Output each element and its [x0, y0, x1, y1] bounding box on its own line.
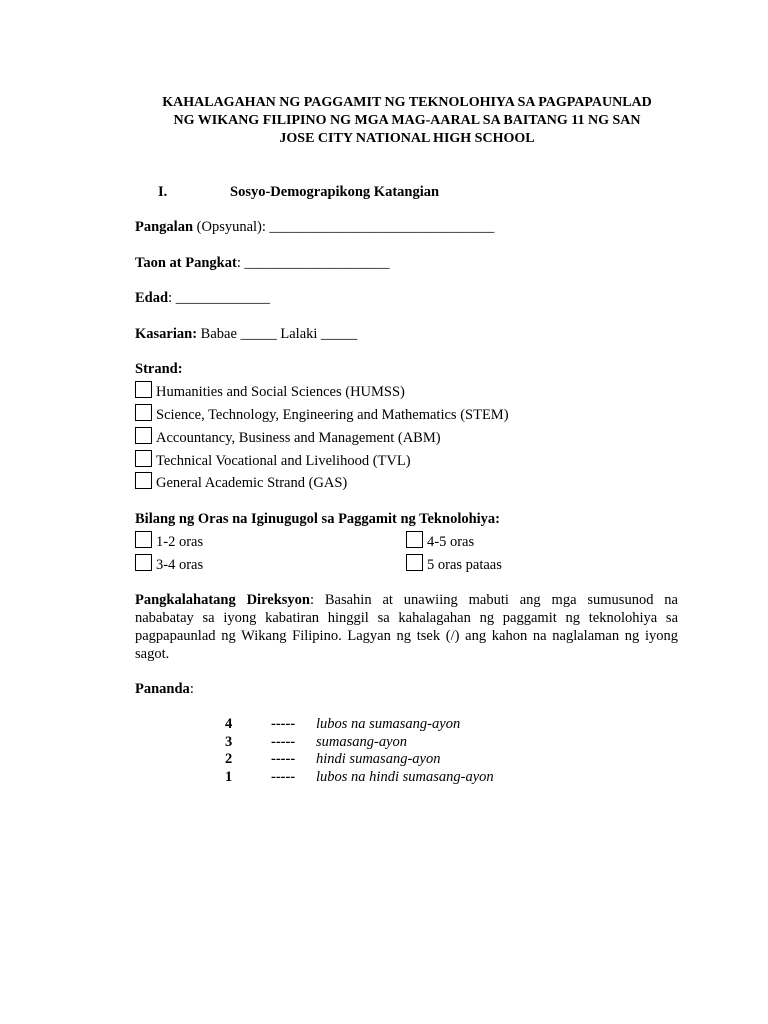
hours-option-label: 1-2 oras — [156, 534, 204, 550]
hours-option-1-2[interactable] — [135, 531, 203, 552]
hours-label: Bilang ng Oras na Iginugugol sa Paggamit ng Teknolohiya: — [135, 511, 501, 527]
legend-number: 3 — [225, 734, 233, 750]
edad-label: Edad — [135, 290, 169, 306]
taon-pangkat-label: Taon at Pangkat — [135, 255, 237, 271]
legend-text: hindi sumasang-ayon — [316, 751, 441, 767]
title-line-2: NG WIKANG FILIPINO NG MGA MAG-AARAL SA BAITANG 11 NG SAN — [173, 113, 641, 128]
legend-text: lubos na hindi sumasang-ayon — [316, 769, 494, 785]
title-line-1: KAHALAGAHAN NG PAGGAMIT NG TEKNOLOHIYA SA PAGPAPAUNLAD — [162, 95, 652, 110]
checkbox[interactable] — [406, 531, 423, 548]
strand-option-tvl[interactable] — [135, 450, 411, 471]
taon-pangkat-field[interactable] — [135, 255, 389, 272]
directions-line-2: nababatay sa iyong kabatiran hinggil sa kahalagahan ng paggamit ng teknolohiya sa — [135, 610, 678, 626]
checkbox[interactable] — [135, 472, 152, 489]
checkbox[interactable] — [406, 554, 423, 571]
edad-blank: : _____________ — [168, 290, 270, 306]
legend-number: 1 — [225, 769, 233, 785]
strand-option-stem[interactable] — [135, 404, 509, 425]
checkbox[interactable] — [135, 381, 152, 398]
strand-option-abm[interactable] — [135, 427, 441, 448]
hours-option-5-plus[interactable] — [406, 554, 502, 575]
strand-option-label: General Academic Strand (GAS) — [156, 475, 348, 491]
hours-option-label: 3-4 oras — [156, 557, 204, 573]
section-number: I. — [158, 184, 168, 200]
edad-field[interactable] — [135, 290, 270, 307]
pangalan-blank: (Opsyunal): _______________________________ — [193, 219, 495, 235]
checkbox[interactable] — [135, 554, 152, 571]
legend-number: 4 — [225, 716, 233, 732]
title-line-3: JOSE CITY NATIONAL HIGH SCHOOL — [279, 131, 535, 146]
directions-line-1: Pangkalahatang Direksyon: Basahin at unawiing mabuti ang mga sumusunod na — [135, 592, 678, 608]
strand-option-label: Science, Technology, Engineering and Mathematics (STEM) — [156, 407, 509, 423]
checkbox[interactable] — [135, 404, 152, 421]
checkbox[interactable] — [135, 531, 152, 548]
legend-dash: ----- — [271, 734, 296, 750]
section-heading: Sosyo-Demograpikong Katangian — [230, 184, 440, 200]
pangalan-label: Pangalan — [135, 219, 194, 235]
pangalan-field[interactable] — [135, 219, 494, 236]
hours-option-3-4[interactable] — [135, 554, 203, 575]
pananda-colon: : — [189, 681, 194, 697]
directions-paragraph — [135, 591, 678, 663]
legend-dash: ----- — [271, 716, 296, 732]
directions-line-3: pagpapaunlad ng Wikang Filipino. Lagyan ng tsek (/) ang kahon na naglalaman ng iyong — [135, 628, 678, 644]
pananda-label: Pananda — [135, 681, 190, 697]
directions-line-4: sagot. — [135, 646, 170, 662]
document-title — [60, 94, 754, 148]
strand-option-humss[interactable] — [135, 381, 405, 402]
strand-label: Strand: — [135, 361, 183, 377]
strand-option-label: Accountancy, Business and Management (ABM) — [156, 430, 441, 446]
hours-option-label: 4-5 oras — [427, 534, 475, 550]
strand-option-gas[interactable] — [135, 472, 347, 493]
legend-number: 2 — [225, 751, 233, 767]
kasarian-label: Kasarian: — [135, 326, 198, 342]
taon-pangkat-blank: : ____________________ — [236, 255, 390, 271]
kasarian-blank: Babae _____ Lalaki _____ — [197, 326, 358, 342]
kasarian-field[interactable] — [135, 326, 357, 343]
checkbox[interactable] — [135, 450, 152, 467]
legend-dash: ----- — [271, 769, 296, 785]
strand-option-label: Technical Vocational and Livelihood (TVL) — [156, 453, 411, 469]
legend-dash: ----- — [271, 751, 296, 767]
pananda-heading — [135, 681, 194, 698]
legend-text: sumasang-ayon — [316, 734, 408, 750]
hours-option-label: 5 oras pataas — [427, 557, 502, 573]
hours-option-4-5[interactable] — [406, 531, 474, 552]
directions-label: Pangkalahatang Direksyon — [135, 592, 310, 608]
checkbox[interactable] — [135, 427, 152, 444]
legend-text: lubos na sumasang-ayon — [316, 716, 461, 732]
strand-option-label: Humanities and Social Sciences (HUMSS) — [156, 384, 405, 400]
